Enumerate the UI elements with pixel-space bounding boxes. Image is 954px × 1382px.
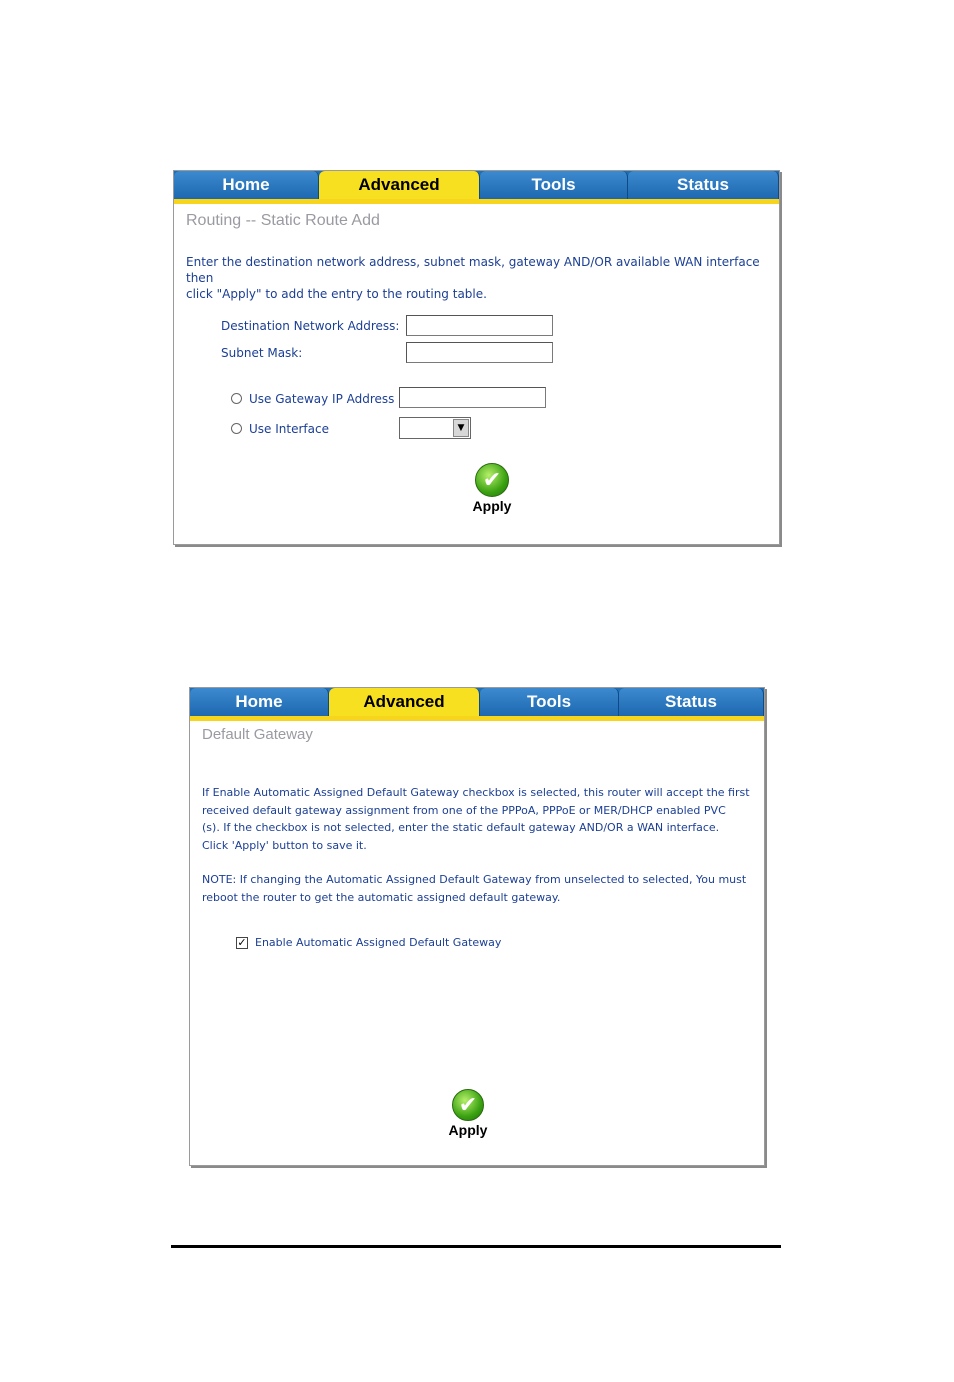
description-line: Click 'Apply' button to save it. <box>202 838 367 852</box>
static-route-panel <box>173 170 780 545</box>
gateway-ip-input[interactable] <box>399 387 546 408</box>
gateway-radio[interactable] <box>231 393 242 404</box>
destination-label: Destination Network Address: <box>221 319 400 333</box>
auto-gateway-checkbox-label: Enable Automatic Assigned Default Gateway <box>255 936 502 949</box>
description-line: If Enable Automatic Assigned Default Gateway checkbox is selected, this router will accept the first <box>202 786 750 799</box>
interface-radio-label: Use Interface <box>249 422 329 436</box>
tab-advanced[interactable]: Advanced <box>329 688 480 716</box>
page-title: Default Gateway <box>202 726 313 743</box>
tab-bar <box>174 171 779 204</box>
footer-rule <box>171 1245 781 1248</box>
tab-status[interactable]: Status <box>619 688 764 716</box>
checkmark-icon: ✔ <box>452 1089 484 1121</box>
checkmark-icon: ✔ <box>475 463 509 497</box>
destination-input[interactable] <box>406 315 553 336</box>
apply-button[interactable] <box>438 1089 498 1138</box>
instructions <box>186 254 776 302</box>
apply-label: Apply <box>472 498 512 514</box>
tab-status[interactable]: Status <box>628 171 779 199</box>
tab-tools[interactable]: Tools <box>480 171 628 199</box>
interface-select[interactable] <box>399 417 471 439</box>
tab-bar <box>190 688 764 721</box>
chevron-down-icon[interactable]: ▼ <box>453 419 469 437</box>
tab-tools[interactable]: Tools <box>480 688 619 716</box>
apply-button[interactable] <box>462 463 522 514</box>
tab-home[interactable]: Home <box>190 688 329 716</box>
instructions-line: click "Apply" to add the entry to the routing table. <box>186 287 487 301</box>
note-line: reboot the router to get the automatic assigned default gateway. <box>202 890 561 904</box>
interface-radio[interactable] <box>231 423 242 434</box>
note-line: NOTE: If changing the Automatic Assigned Default Gateway from unselected to selected, You must <box>202 873 747 886</box>
instructions-line: Enter the destination network address, subnet mask, gateway AND/OR available WAN interface then <box>186 255 760 285</box>
page-title: Routing -- Static Route Add <box>186 212 380 229</box>
apply-label: Apply <box>448 1122 488 1138</box>
note <box>202 871 762 906</box>
auto-gateway-checkbox[interactable]: ✓ <box>237 936 247 949</box>
gateway-radio-label: Use Gateway IP Address <box>249 392 395 406</box>
description-line: (s). If the checkbox is not selected, enter the static default gateway AND/OR a WAN interface. <box>202 821 720 834</box>
tab-advanced[interactable]: Advanced <box>319 171 480 199</box>
subnet-mask-input[interactable] <box>406 342 553 363</box>
default-gateway-panel <box>189 687 765 1166</box>
description-line: received default gateway assignment from one of the PPPoA, PPPoE or MER/DHCP enabled PVC <box>202 803 726 817</box>
description <box>202 784 762 854</box>
subnet-mask-label: Subnet Mask: <box>221 346 303 360</box>
tab-home[interactable]: Home <box>174 171 319 199</box>
